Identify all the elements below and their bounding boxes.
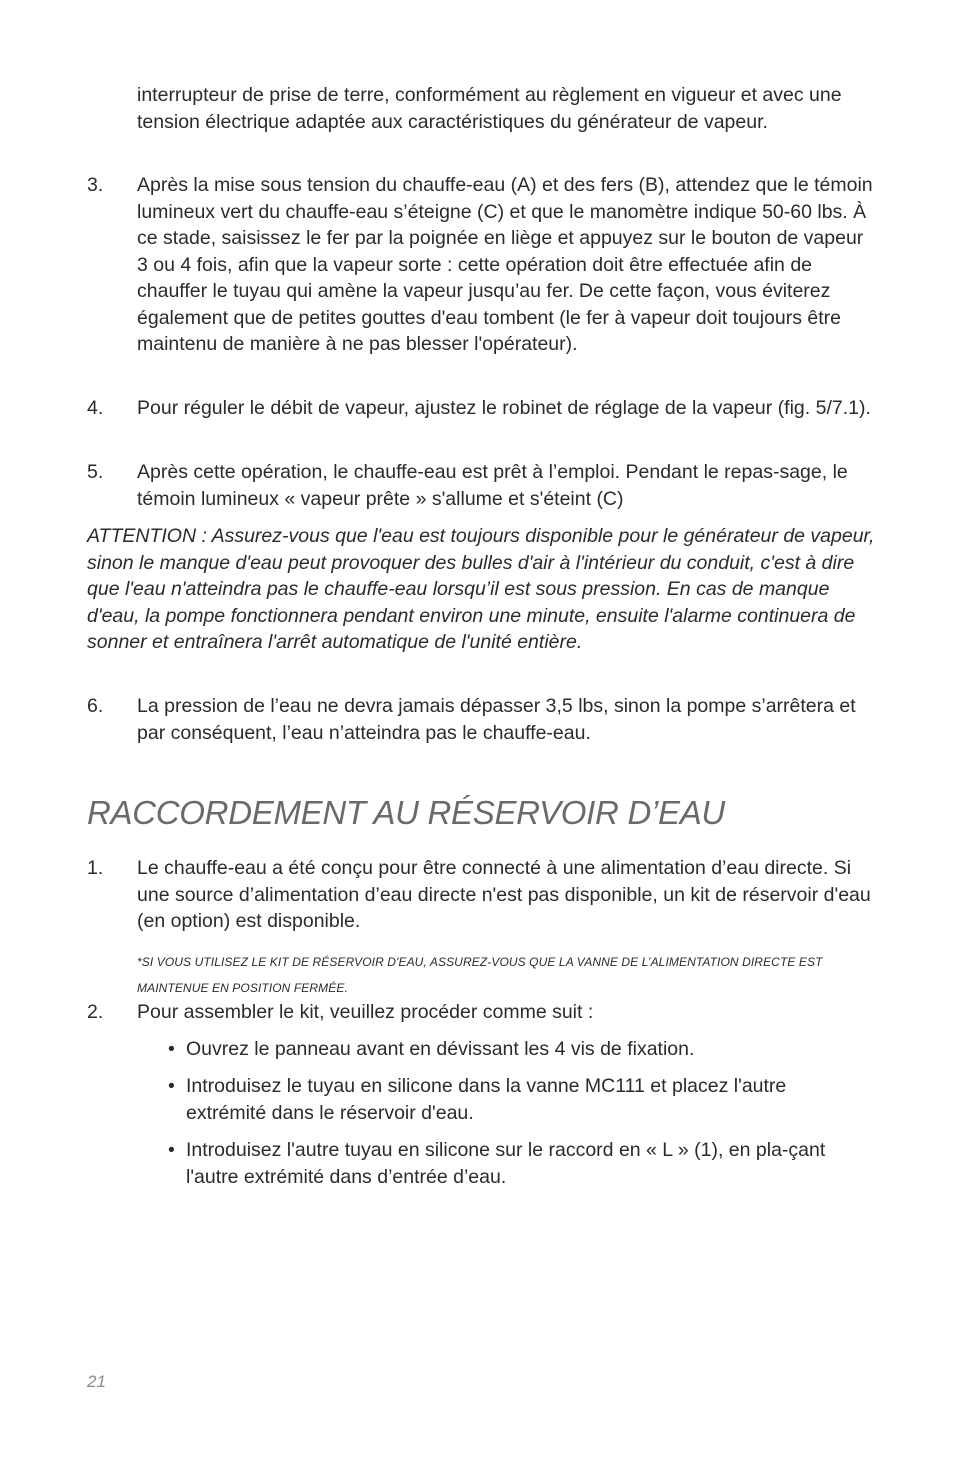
- step-4-number: 4.: [87, 397, 104, 419]
- bullet-text: Introduisez l'autre tuyau en silicone sur le raccord en « L » (1), en pla-çant l'autre extrémité dans d’entrée d’eau.: [186, 1139, 826, 1188]
- section-step-1-text: Le chauffe-eau a été conçu pour être connecté à une alimentation d’eau directe. Si une source d’alimentation d’eau directe n'est pas disponible, un kit de réservoir d'eau (en option) est disponible.: [137, 857, 871, 932]
- step-6-text: La pression de l’eau ne devra jamais dépasser 3,5 lbs, sinon la pompe s’arrêtera et par conséquent, l’eau n’atteindra pas le chauffe-eau.: [137, 695, 856, 744]
- step-6-number: 6.: [87, 695, 104, 717]
- section-step-2-text: Pour assembler le kit, veuillez procéder comme suit :: [137, 1001, 594, 1023]
- step-4-text: Pour réguler le débit de vapeur, ajustez le robinet de réglage de la vapeur (fig. 5/7.1).: [137, 397, 871, 419]
- section-step-1-number: 1.: [87, 857, 104, 879]
- bullet-icon: •: [168, 1075, 175, 1097]
- section-heading: RACCORDEMENT AU RÉSERVOIR D’EAU: [87, 794, 725, 831]
- intro-continuation: interrupteur de prise de terre, conformément au règlement en vigueur et avec une tension électrique adaptée aux caractéristiques du générateur de vapeur.: [137, 84, 842, 133]
- tank-kit-note: *SI VOUS UTILISEZ LE KIT DE RÉSERVOIR D'EAU, ASSUREZ-VOUS QUE LA VANNE DE L’ALIMENTATION DIRECTE EST MAINTENUE EN POSITION FERMÉE.: [137, 955, 823, 995]
- step-5-text: Après cette opération, le chauffe-eau est prêt à l’emploi. Pendant le repas-sage, le témoin lumineux « vapeur prête » s'allume et s'éteint (C): [137, 461, 848, 510]
- bullet-icon: •: [168, 1038, 175, 1060]
- bullet-icon: •: [168, 1139, 175, 1161]
- attention-note: ATTENTION : Assurez-vous que l'eau est toujours disponible pour le générateur de vapeur, sinon le manque d'eau peut provoquer des bulles d'air à l'intérieur du conduit, c'est à dire que l'eau n'atteindra pas le chauffe-eau lorsqu’il est sous pression. En cas de manque d'eau, la pompe fonctionnera pendant environ une minute, ensuite l'alarme continuera de sonner et entraînera l'arrêt automatique de l'unité entière.: [87, 525, 875, 653]
- step-5-number: 5.: [87, 461, 104, 483]
- bullet-text: Introduisez le tuyau en silicone dans la vanne MC111 et placez l'autre extrémité dans le réservoir d'eau.: [186, 1075, 787, 1124]
- section-step-2-number: 2.: [87, 1001, 104, 1023]
- step-3-number: 3.: [87, 174, 104, 196]
- bullet-text: Ouvrez le panneau avant en dévissant les 4 vis de fixation.: [186, 1038, 695, 1060]
- step-3-text: Après la mise sous tension du chauffe-eau (A) et des fers (B), attendez que le témoin lumineux vert du chauffe-eau s’éteigne (C) et que le manomètre indique 50-60 lbs. À ce stade, saisissez le fer par la poignée en liège et appuyez sur le bouton de vapeur 3 ou 4 fois, afin que la vapeur sorte : cette opération doit être effectuée afin de chauffer le tuyau qui amène la vapeur jusqu’au fer. De cette façon, vous éviterez également que de petites gouttes d'eau tombent (le fer à vapeur doit toujours être maintenu de manière à ne pas blesser l'opérateur).: [137, 174, 873, 355]
- page-number: 21: [87, 1372, 106, 1391]
